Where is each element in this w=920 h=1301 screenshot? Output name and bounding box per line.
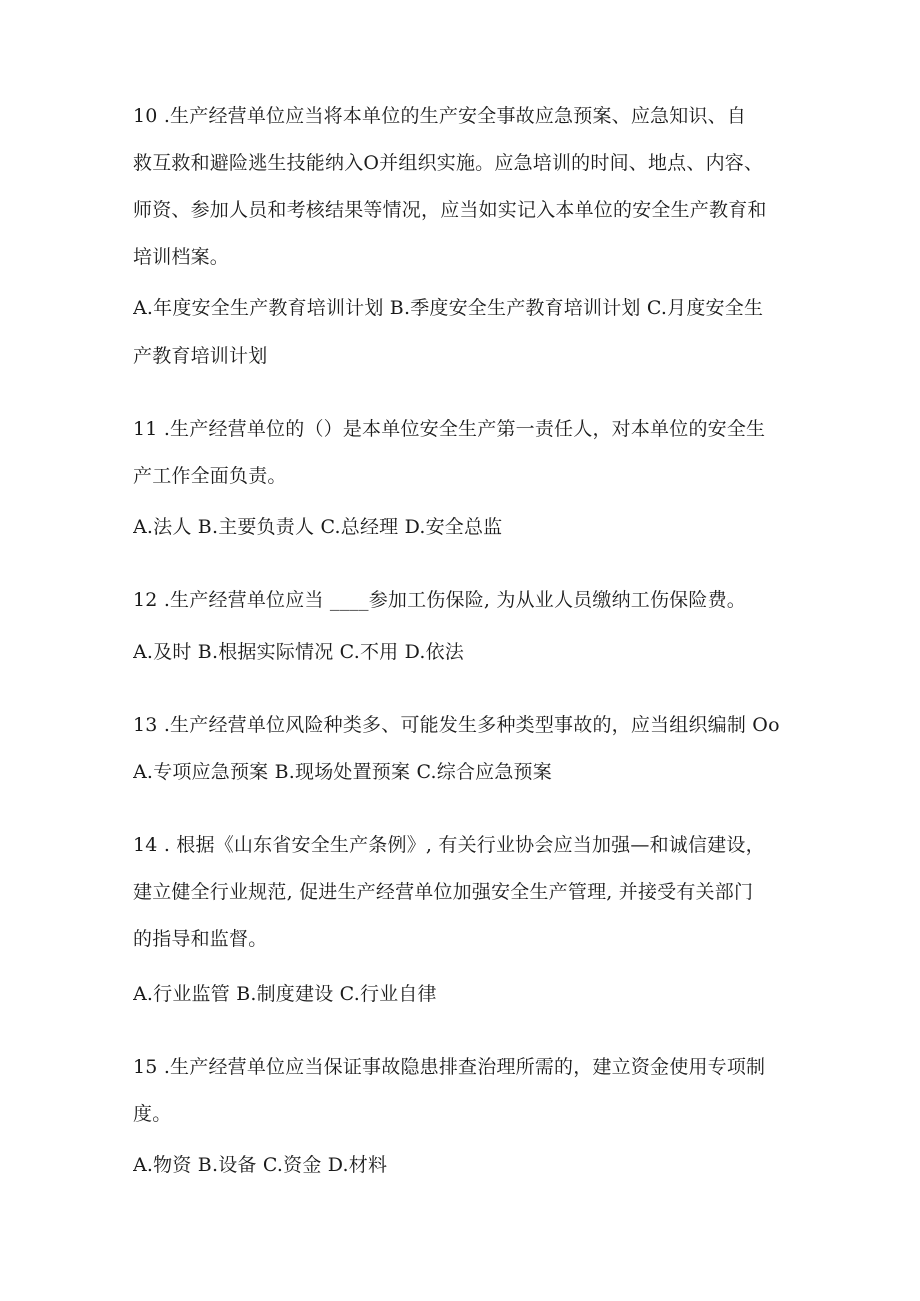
answer-options-line: A.年度安全生产教育培训计划 B.季度安全生产教育培训计划 C.月度安全生 xyxy=(133,297,764,319)
question-text-line: 10 .生产经营单位应当将本单位的生产安全事故应急预案、应急知识、自 xyxy=(133,105,747,127)
question-text-line: 救互救和避险逃生技能纳入O并组织实施。应急培训的时间、地点、内容、 xyxy=(133,152,764,174)
answer-options-line: A.物资 B.设备 C.资金 D.材料 xyxy=(133,1154,388,1176)
answer-options-line: A.行业监管 B.制度建设 C.行业自律 xyxy=(133,983,437,1005)
question-text-line: 的指导和监督。 xyxy=(133,928,268,950)
question-text-line: 度。 xyxy=(133,1103,172,1125)
question-text-line: 培训档案。 xyxy=(133,246,230,268)
answer-options-line: A.及时 B.根据实际情况 C.不用 D.依法 xyxy=(133,641,464,663)
question-text-line: 12 .生产经营单位应当 ____参加工伤保险, 为从业人员缴纳工伤保险费。 xyxy=(133,589,746,611)
question-text-line: 15 .生产经营单位应当保证事故隐患排查治理所需的，建立资金使用专项制 xyxy=(133,1056,766,1078)
question-text-line: 14 . 根据《山东省安全生产条例》, 有关行业协会应当加强—和诚信建设， xyxy=(133,834,765,856)
answer-options-line: 产教育培训计划 xyxy=(133,345,268,367)
question-text-line: 11 .生产经营单位的（）是本单位安全生产第一责任人，对本单位的安全生 xyxy=(133,418,766,440)
question-text-line: 产工作全面负责。 xyxy=(133,465,287,487)
question-text-line: 13 .生产经营单位风险种类多、可能发生多种类型事故的，应当组织编制 Oo xyxy=(133,714,780,736)
question-text-line: 师资、参加人员和考核结果等情况，应当如实记入本单位的安全生产教育和 xyxy=(133,199,767,221)
answer-options-line: A.法人 B.主要负责人 C.总经理 D.安全总监 xyxy=(133,516,503,538)
question-text-line: 建立健全行业规范, 促进生产经营单位加强安全生产管理, 并接受有关部门 xyxy=(133,881,754,903)
answer-options-line: A.专项应急预案 B.现场处置预案 C.综合应急预案 xyxy=(133,761,552,783)
